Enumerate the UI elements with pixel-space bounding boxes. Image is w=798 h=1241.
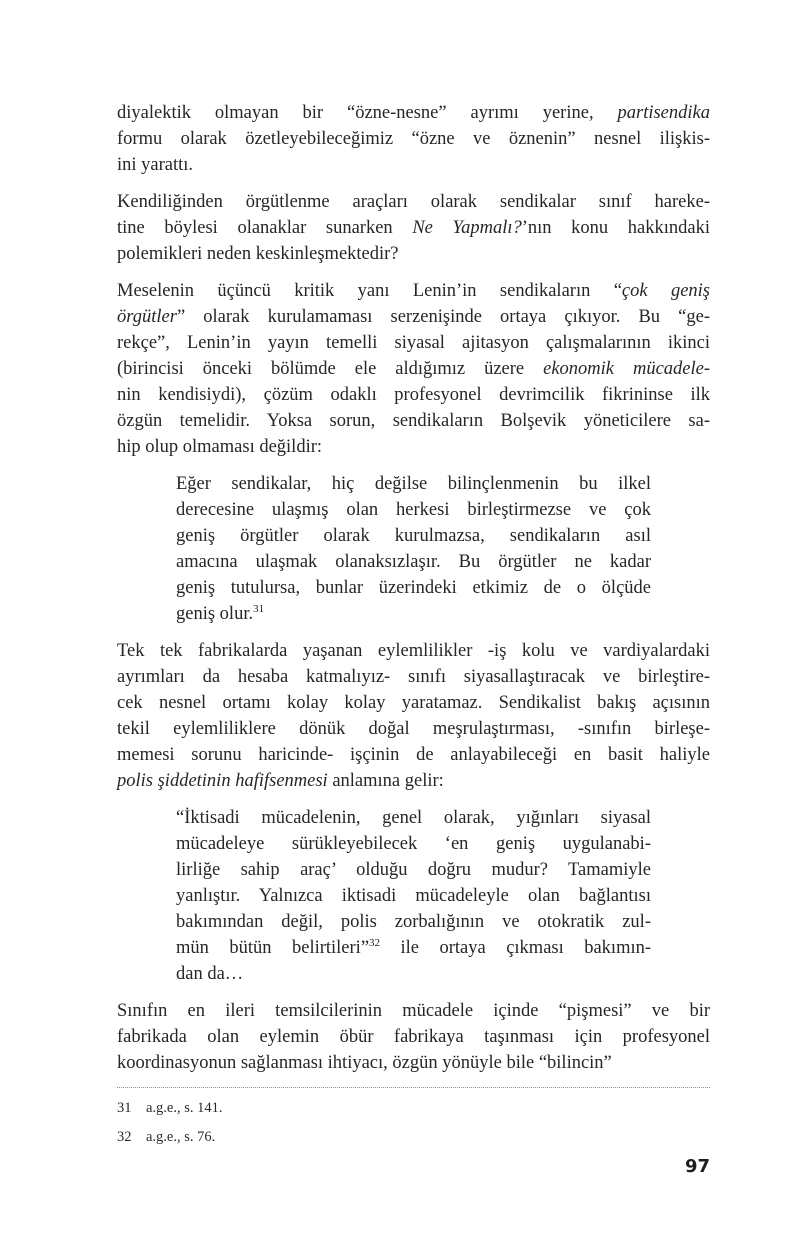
text-line — [117, 100, 710, 126]
page-content — [117, 100, 710, 1152]
text-segment: koordinasyonun sağlanması ihtiyacı, özgün yönüyle bile “bilincin” — [117, 1053, 612, 1073]
body-paragraph — [117, 638, 710, 794]
footnote-item — [117, 1094, 710, 1123]
block-quote — [176, 471, 651, 627]
text-segment: rekçe”, Lenin’in yayın temelli siyasal ajitasyon çalışmalarının ikinci — [117, 333, 710, 353]
text-segment: geniş örgütler olarak kurulmazsa, sendikaların asıl — [176, 526, 651, 546]
text-segment: lirliğe sahip araç’ olduğu doğru mudur? Tamamiyle — [176, 860, 651, 880]
text-line — [117, 382, 710, 408]
footnote-text: a.g.e., s. 141. — [146, 1100, 223, 1116]
text-line — [117, 768, 710, 794]
footnote-area — [117, 1087, 710, 1152]
body-paragraph — [117, 100, 710, 178]
text-line — [176, 831, 651, 857]
italic-text: Ne Yapmalı? — [412, 218, 522, 238]
text-segment: ini yarattı. — [117, 155, 194, 175]
text-line — [176, 601, 651, 627]
text-segment: ayrımları da hesaba katmalıyız- sınıfı siyasallaştıracak ve birleştire- — [117, 667, 710, 687]
body-paragraph — [117, 189, 710, 267]
text-segment: Sınıfın en ileri temsilcilerinin mücadele içinde “pişmesi” ve bir — [117, 1001, 710, 1021]
text-line — [117, 690, 710, 716]
body-paragraph — [117, 278, 710, 460]
text-segment: mücadeleye sürükleyebilecek ‘en geniş uygulanabi- — [176, 834, 651, 854]
text-line — [117, 152, 710, 178]
text-line — [117, 126, 710, 152]
text-line — [176, 805, 651, 831]
footnotes-list — [117, 1094, 710, 1152]
text-segment: yanlıştır. Yalnızca iktisadi mücadeleyle olan bağlantısı — [176, 886, 651, 906]
text-segment: Meselenin üçüncü kritik yanı Lenin’in sendikaların “ — [117, 281, 622, 301]
block-quote — [176, 805, 651, 987]
footnote-separator — [117, 1087, 710, 1088]
body-paragraph — [117, 998, 710, 1076]
text-line — [176, 575, 651, 601]
text-segment: polemikleri neden keskinleşmektedir? — [117, 244, 399, 264]
text-segment: hip olup olmaması değildir: — [117, 437, 323, 457]
italic-text: partisendika — [617, 103, 710, 123]
text-line — [117, 408, 710, 434]
italic-text: çok geniş — [621, 281, 710, 301]
text-segment: diyalektik olmayan bir “özne-nesne” ayrımı yerine, — [117, 103, 618, 123]
text-segment: mün bütün belirtileri” — [176, 938, 370, 958]
italic-text: ekonomik mücadele- — [543, 359, 710, 379]
text-line — [117, 664, 710, 690]
text-line — [117, 304, 710, 330]
text-line — [117, 278, 710, 304]
footnote-item — [117, 1123, 710, 1152]
text-segment: (birincisi önceki bölümde ele aldığımız üzere — [117, 359, 544, 379]
text-segment: anlamına gelir: — [327, 771, 444, 791]
text-line — [117, 1050, 710, 1076]
text-segment: nin kendisiydi), çözüm odaklı profesyonel devrimcilik fikrininse ilk — [117, 385, 710, 405]
text-segment: geniş tutulursa, bunlar üzerindeki etkimiz de o ölçüde — [176, 578, 651, 598]
italic-text: örgütler — [117, 307, 177, 327]
text-line — [117, 742, 710, 768]
text-line — [117, 434, 710, 460]
text-line — [176, 935, 651, 961]
text-segment: tekil eylemliliklere dönük doğal meşrulaştırması, -sınıfın birleşe- — [117, 719, 710, 739]
text-line — [176, 523, 651, 549]
text-segment: fabrikada olan eylemin öbür fabrikaya taşınması için profesyonel — [117, 1027, 710, 1047]
text-blocks-container — [117, 100, 710, 1076]
text-line — [117, 330, 710, 356]
footnote-reference: 32 — [369, 936, 381, 949]
page-number: 97 — [684, 1156, 710, 1177]
text-line — [176, 857, 651, 883]
text-segment: cek nesnel ortamı kolay kolay yaratamaz. Sendikalist bakış açısının — [117, 693, 710, 713]
text-segment: ile ortaya çıkması bakımın- — [380, 938, 652, 958]
text-line — [117, 638, 710, 664]
text-line — [117, 189, 710, 215]
text-segment: bakımından değil, polis zorbalığının ve otokratik zul- — [176, 912, 651, 932]
text-segment: ’nın konu hakkındaki — [521, 218, 710, 238]
text-line — [117, 716, 710, 742]
text-line — [176, 549, 651, 575]
text-segment: geniş olur. — [176, 604, 254, 624]
text-segment: memesi sorunu haricinde- işçinin de anlayabileceği en basit haliyle — [117, 745, 710, 765]
text-line — [176, 909, 651, 935]
footnote-number: 32 — [117, 1129, 132, 1145]
text-segment: özgün temelidir. Yoksa sorun, sendikaların Bolşevik yöneticilere sa- — [117, 411, 710, 431]
text-line — [176, 497, 651, 523]
text-segment: Tek tek fabrikalarda yaşanan eylemlilikler -iş kolu ve vardiyalardaki — [117, 641, 710, 661]
text-line — [117, 215, 710, 241]
footnote-number: 31 — [117, 1100, 132, 1116]
text-segment: ” olarak kurulamaması serzenişinde ortaya çıkıyor. Bu “ge- — [176, 307, 710, 327]
text-line — [176, 883, 651, 909]
footnote-reference: 31 — [253, 602, 265, 615]
text-segment: “İktisadi mücadelenin, genel olarak, yığınları siyasal — [176, 808, 651, 828]
text-segment: amacına ulaşmak olanaksızlaşır. Bu örgütler ne kadar — [176, 552, 651, 572]
text-line — [117, 241, 710, 267]
text-line — [117, 356, 710, 382]
text-line — [117, 998, 710, 1024]
footnote-text: a.g.e., s. 76. — [146, 1129, 216, 1145]
italic-text: polis şiddetinin hafifsenmesi — [117, 771, 328, 791]
text-line — [117, 1024, 710, 1050]
text-line — [176, 471, 651, 497]
text-segment: tine böylesi olanaklar sunarken — [117, 218, 413, 238]
text-segment: Eğer sendikalar, hiç değilse bilinçlenmenin bu ilkel — [176, 474, 651, 494]
text-segment: Kendiliğinden örgütlenme araçları olarak sendikalar sınıf hareke- — [117, 192, 710, 212]
text-line — [176, 961, 651, 987]
text-segment: dan da… — [176, 964, 244, 984]
text-segment: formu olarak özetleyebileceğimiz “özne ve öznenin” nesnel ilişkis- — [117, 129, 710, 149]
text-segment: derecesine ulaşmış olan herkesi birleştirmezse ve çok — [176, 500, 651, 520]
